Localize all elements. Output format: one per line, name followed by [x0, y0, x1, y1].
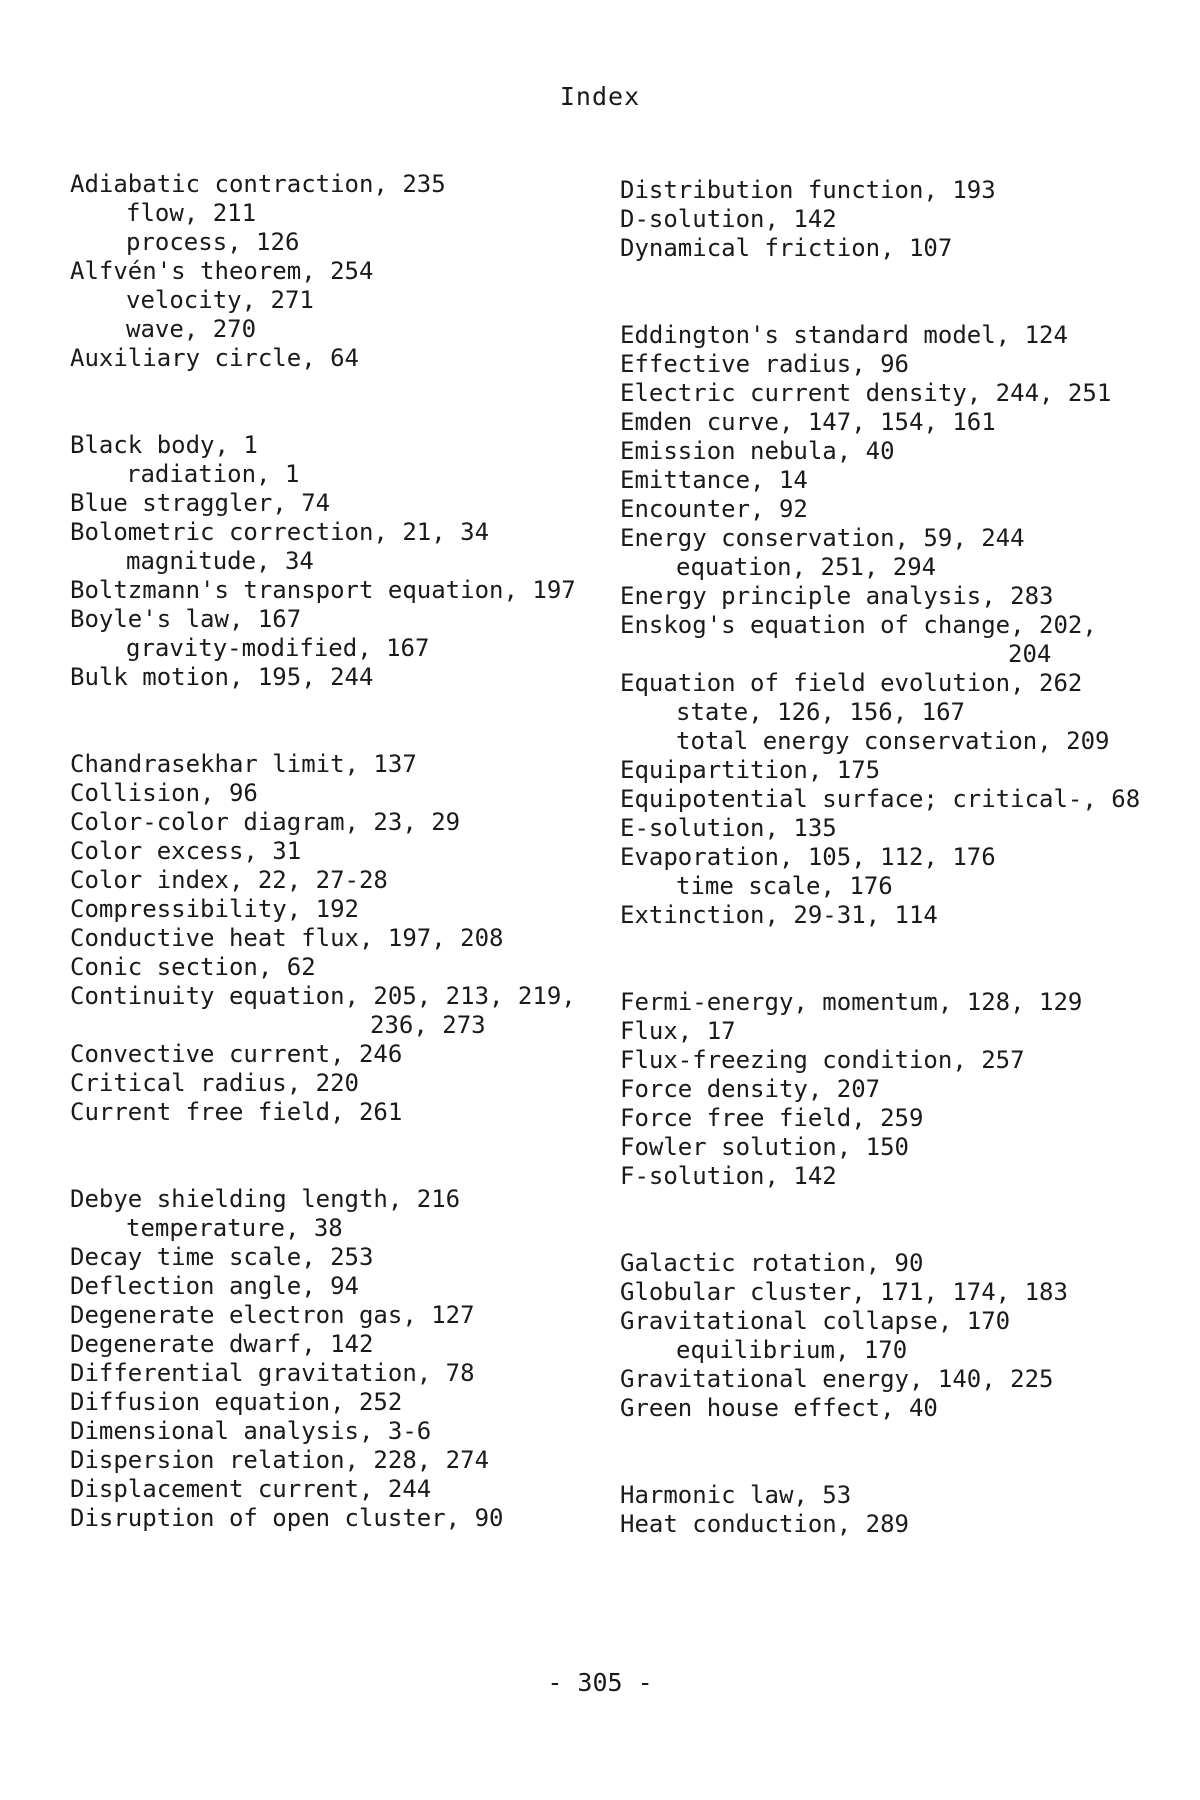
index-entry: F-solution, 142 — [620, 1162, 837, 1190]
section-gap — [620, 1191, 1180, 1249]
index-entry: Encounter, 92 — [620, 495, 808, 523]
index-entry: Disruption of open cluster, 90 — [70, 1504, 504, 1532]
index-entry: Emission nebula, 40 — [620, 437, 895, 465]
section-gap — [620, 1423, 1180, 1481]
index-column-right — [620, 176, 1180, 1539]
index-entry: Dimensional analysis, 3-6 — [70, 1417, 432, 1445]
index-entry: Color excess, 31 — [70, 837, 302, 865]
index-entry: Equipotential surface; critical-, 68 — [620, 785, 1141, 813]
index-subentry: state, 126, 156, 167 — [676, 698, 965, 726]
section-gap — [620, 930, 1180, 988]
index-entry: Black body, 1 — [70, 431, 258, 459]
index-subentry: velocity, 271 — [126, 286, 314, 314]
index-entry: Extinction, 29-31, 114 — [620, 901, 938, 929]
index-entry: Flux-freezing condition, 257 — [620, 1046, 1025, 1074]
index-entry: Heat conduction, 289 — [620, 1510, 909, 1538]
section-gap — [70, 1127, 590, 1185]
index-subentry: temperature, 38 — [126, 1214, 343, 1242]
index-entry: Differential gravitation, 78 — [70, 1359, 475, 1387]
index-entry: Fermi-energy, momentum, 128, 129 — [620, 988, 1083, 1016]
index-entry: Current free field, 261 — [70, 1098, 403, 1126]
index-entry: Equipartition, 175 — [620, 756, 881, 784]
index-entry: Debye shielding length, 216 — [70, 1185, 461, 1213]
index-subentry: equilibrium, 170 — [676, 1336, 908, 1364]
index-subentry: radiation, 1 — [126, 460, 300, 488]
section-gap — [70, 373, 590, 431]
index-entry: Color-color diagram, 23, 29 — [70, 808, 461, 836]
index-subentry: process, 126 — [126, 228, 300, 256]
index-entry: Enskog's equation of change, 202, — [620, 611, 1097, 639]
index-entry: Decay time scale, 253 — [70, 1243, 374, 1271]
index-subentry: equation, 251, 294 — [676, 553, 937, 581]
index-entry: Globular cluster, 171, 174, 183 — [620, 1278, 1068, 1306]
index-entry: Fowler solution, 150 — [620, 1133, 909, 1161]
index-subentry: time scale, 176 — [676, 872, 893, 900]
index-entry: Energy conservation, 59, 244 — [620, 524, 1025, 552]
index-entry: Degenerate dwarf, 142 — [70, 1330, 374, 1358]
index-entry: Deflection angle, 94 — [70, 1272, 359, 1300]
index-subentry: gravity-modified, 167 — [126, 634, 430, 662]
index-entry: Convective current, 246 — [70, 1040, 403, 1068]
index-entry: Continuity equation, 205, 213, 219, — [70, 982, 576, 1010]
index-entry: Distribution function, 193 — [620, 176, 996, 204]
index-entry: Dynamical friction, 107 — [620, 234, 953, 262]
index-subentry: magnitude, 34 — [126, 547, 314, 575]
section-gap — [620, 263, 1180, 321]
index-entry: Force density, 207 — [620, 1075, 881, 1103]
index-entry: Gravitational energy, 140, 225 — [620, 1365, 1054, 1393]
index-entry: Bulk motion, 195, 244 — [70, 663, 374, 691]
index-entry: Boltzmann's transport equation, 197 — [70, 576, 576, 604]
index-entry: Blue straggler, 74 — [70, 489, 331, 517]
index-entry: Force free field, 259 — [620, 1104, 924, 1132]
index-entry: Flux, 17 — [620, 1017, 736, 1045]
index-entry: Evaporation, 105, 112, 176 — [620, 843, 996, 871]
index-entry: Energy principle analysis, 283 — [620, 582, 1054, 610]
index-entry: Gravitational collapse, 170 — [620, 1307, 1011, 1335]
index-entry: Compressibility, 192 — [70, 895, 359, 923]
index-entry: Equation of field evolution, 262 — [620, 669, 1083, 697]
index-entry: Dispersion relation, 228, 274 — [70, 1446, 490, 1474]
index-entry: Electric current density, 244, 251 — [620, 379, 1112, 407]
index-entry: Collision, 96 — [70, 779, 258, 807]
index-column-left — [70, 170, 590, 1533]
index-entry: D-solution, 142 — [620, 205, 837, 233]
index-entry: E-solution, 135 — [620, 814, 837, 842]
index-entry: Auxiliary circle, 64 — [70, 344, 359, 372]
page-title: Index — [559, 82, 641, 111]
index-continuation: 236, 273 — [370, 1011, 486, 1039]
page-number: - 305 - — [547, 1668, 653, 1697]
index-entry: Diffusion equation, 252 — [70, 1388, 403, 1416]
index-entry: Conductive heat flux, 197, 208 — [70, 924, 504, 952]
index-entry: Galactic rotation, 90 — [620, 1249, 924, 1277]
index-entry: Color index, 22, 27-28 — [70, 866, 388, 894]
index-entry: Degenerate electron gas, 127 — [70, 1301, 475, 1329]
index-entry: Emden curve, 147, 154, 161 — [620, 408, 996, 436]
index-continuation: 204 — [1008, 640, 1052, 668]
index-entry: Critical radius, 220 — [70, 1069, 359, 1097]
index-entry: Adiabatic contraction, 235 — [70, 170, 446, 198]
index-entry: Displacement current, 244 — [70, 1475, 432, 1503]
section-gap — [70, 692, 590, 750]
index-entry: Green house effect, 40 — [620, 1394, 938, 1422]
index-entry: Emittance, 14 — [620, 466, 808, 494]
index-entry: Alfvén's theorem, 254 — [70, 257, 374, 285]
index-subentry: wave, 270 — [126, 315, 257, 343]
index-entry: Conic section, 62 — [70, 953, 316, 981]
index-subentry: total energy conservation, 209 — [676, 727, 1110, 755]
index-entry: Bolometric correction, 21, 34 — [70, 518, 490, 546]
index-subentry: flow, 211 — [126, 199, 257, 227]
index-entry: Chandrasekhar limit, 137 — [70, 750, 417, 778]
index-entry: Harmonic law, 53 — [620, 1481, 852, 1509]
index-entry: Eddington's standard model, 124 — [620, 321, 1068, 349]
index-entry: Effective radius, 96 — [620, 350, 909, 378]
index-entry: Boyle's law, 167 — [70, 605, 302, 633]
